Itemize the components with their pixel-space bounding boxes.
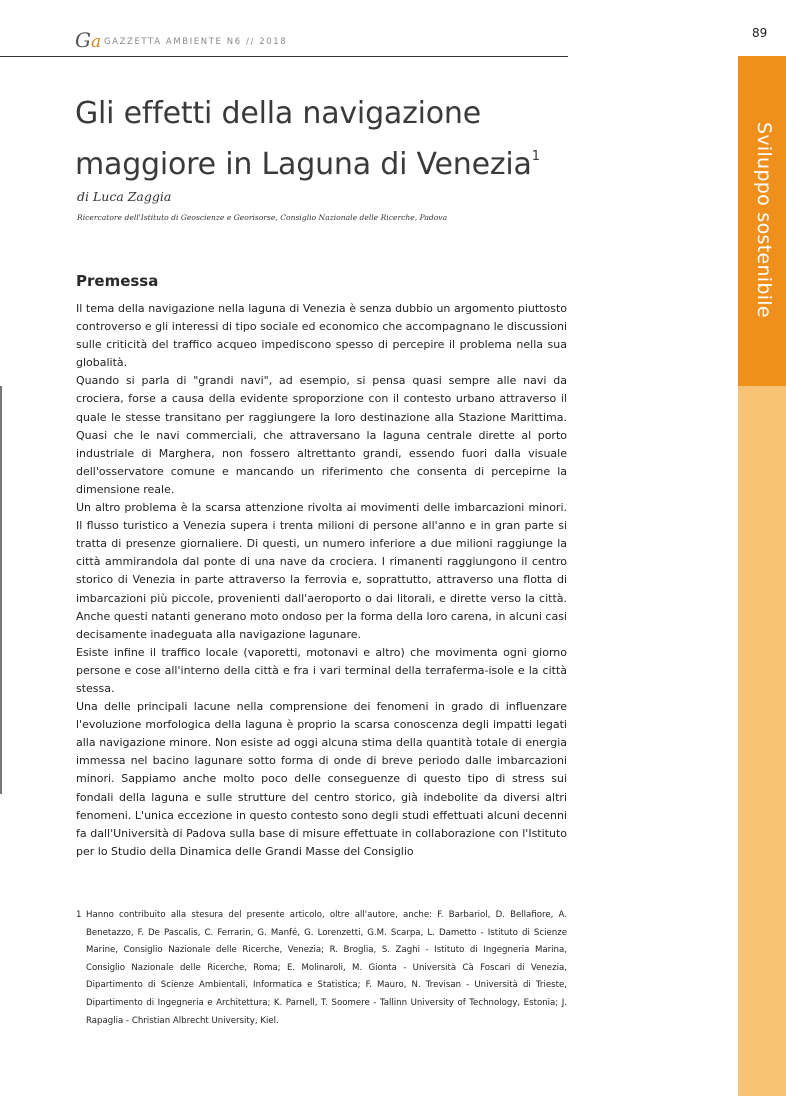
footnote-text: Hanno contribuito alla stesura del presente articolo, oltre all'autore, anche: F. Barbariol, D. Bellafiore, A. Benetazzo, F. De Pascalis, C. Ferrarin, G. Manfé, G. Lorenzetti, G.M. Scarpa, L. Dametto - Istituto di Scienze Marine, Consiglio Nazionale delle Ricerche, Venezia; R. Broglia, S. Zaghi - Istituto di Ingegneria Marina, Consiglio Nazionale delle Ricerche, Roma; E. Molinaroli, M. Gionta - Università Cà Foscari di Venezia, Dipartimento di Scienze Ambientali, Informatica e Statistica; F. Mauro, N. Trevisan - Università di Trieste, Dipartimento di Ingegneria e Architettura; K. Parnell, T. Soomere - Tallinn University of Technology, Estonia; J. Rapaglia - Christian Albrecht University, Kiel. (86, 910, 567, 1026)
footnote (76, 907, 567, 1030)
author-affiliation: Ricercatore dell'Istituto di Geoscienze e Georisorse, Consiglio Nazionale delle Ricerche, Padova (77, 213, 448, 222)
paragraph: Quando si parla di "grandi navi", ad esempio, si pensa quasi sempre alle navi da crociera, forse a causa della evidente sproporzione con il contesto urbano attraverso il quale le stesse transitano per raggiungere la loro destinazione alla Stazione Marittima. Quasi che le navi commerciali, che attraversano la laguna centrale dirette al porto industriale di Marghera, non fossero altrettanto grandi, essendo fuori dalla visuale dell'osservatore comune e mancando un riferimento che consenta di percepirne la dimensione reale. (76, 374, 567, 496)
paragraph: Esiste infine il traffico locale (vaporetti, motonavi e altro) che movimenta ogni giorno persone e cose all'interno della città e fra i vari terminal della terraferma-isole e la città stessa. (76, 645, 567, 695)
left-margin-bar (0, 386, 2, 794)
logo-letter-a: a (90, 32, 102, 52)
running-title: GAZZETTA AMBIENTE N6 // 2018 (104, 37, 288, 47)
article-title-line-2: maggiore in Laguna di Venezia (75, 147, 532, 182)
article-body (76, 300, 567, 861)
article-title-line-1: Gli effetti della navigazione (75, 96, 481, 131)
section-tab-label: Sviluppo sostenibile (753, 122, 775, 318)
footnote-number: 1 (76, 910, 82, 920)
magazine-logo (75, 28, 101, 54)
paragraph: Una delle principali lacune nella comprensione dei fenomeni in grado di influenzare l'evoluzione morfologica della laguna è proprio la scarsa conoscenza degli impatti legati alla navigazione minore. Non esiste ad oggi alcuna stima della quantità totale di energia immessa nel bacino lagunare sotto forma di onde di breve periodo dalle imbarcazioni minori. Sappiamo anche molto poco delle conseguenze di questo tipo di stress sui fondali della laguna e sulle strutture del centro storico, già indebolite da diversi altri fenomeni. L'unica eccezione in questo contesto sono degli studi effettuati alcuni decenni fa dall'Università di Padova sulla base di misure effettuate in collaborazione con l'Istituto per lo Studio della Dinamica delle Grandi Masse del Consiglio (76, 700, 567, 858)
paragraph: Il tema della navigazione nella laguna di Venezia è senza dubbio un argomento piuttosto controverso e gli interessi di tipo sociale ed economico che accompagnano le discussioni sulle criticità del traffico acqueo impediscono spesso di percepire il problema nella sua globalità. (76, 302, 567, 370)
section-heading: Premessa (76, 272, 159, 290)
section-tab-light (738, 386, 786, 1096)
article-author: di Luca Zaggia (77, 189, 172, 204)
article-title (75, 92, 575, 186)
logo-letter-g: G (75, 28, 91, 52)
title-footnote-ref: 1 (531, 149, 540, 164)
paragraph: Un altro problema è la scarsa attenzione rivolta ai movimenti delle imbarcazioni minori. Il flusso turistico a Venezia supera i trenta milioni di persone all'anno e in gran parte si tratta di presenze giornaliere. Di questi, un numero inferiore a due milioni raggiunge la città ammirandola dal ponte di una nave da crociera. I rimanenti raggiungono il centro storico di Venezia in parte attraverso la ferrovia e, soprattutto, attraverso una flotta di imbarcazioni più piccole, provenienti dall'aeroporto o dai litorali, e dirette verso la città. Anche questi natanti generano moto ondoso per la forma della loro carena, in alcuni casi decisamente inadeguata alla navigazione lagunare. (76, 501, 567, 641)
header-divider (0, 56, 568, 57)
page-header (0, 28, 568, 57)
page-number: 89 (752, 26, 768, 40)
